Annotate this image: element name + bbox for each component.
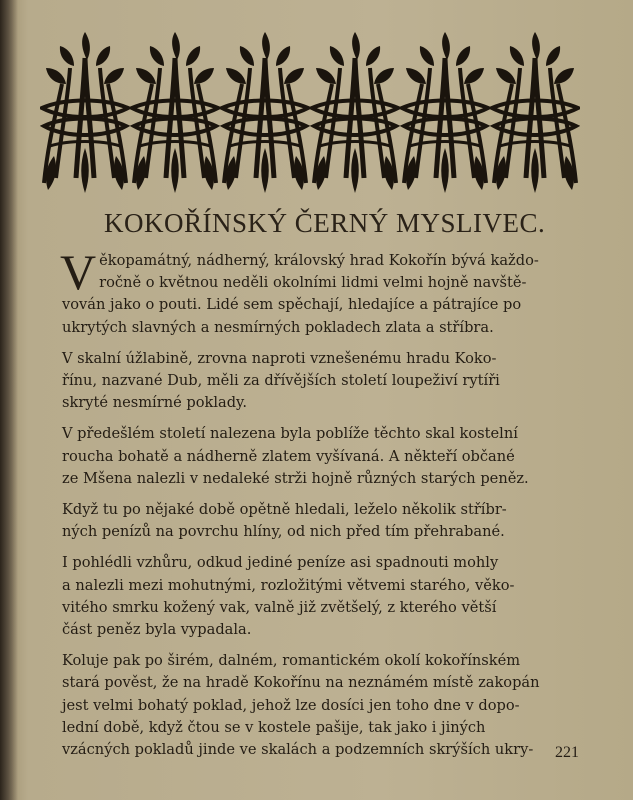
- text-line: vzácných pokladů jinde ve skalách a podzemních skrýších ukry-: [62, 741, 534, 759]
- text-line: Koluje pak po širém, dalném, romantickém okolí kokořínském: [62, 652, 521, 670]
- text-line: Když tu po nějaké době opětně hledali, leželo několik stříbr-: [62, 501, 507, 519]
- paragraph-3: [62, 423, 582, 490]
- text-line: vován jako o pouti. Lidé sem spěchají, hledajíce a pátrajíce po: [62, 296, 522, 314]
- paragraph-1: [60, 244, 582, 339]
- paragraph-6: [62, 650, 582, 761]
- paragraph-2: [62, 348, 582, 415]
- paragraph-5: [62, 552, 582, 641]
- text-line: skryté nesmírné poklady.: [62, 394, 248, 412]
- text-line: lední době, když čtou se v kostele pašije, tak jako i jiných: [62, 718, 486, 736]
- text-line: ukrytých slavných a nesmírných pokladech zlata a stříbra.: [62, 318, 494, 336]
- text-line: a nalezli mezi mohutnými, rozložitými větvemi starého, věko-: [62, 576, 515, 594]
- text-line: vitého smrku kožený vak, valně již zvětšelý, z kterého větší: [62, 598, 497, 616]
- floral-ornament-header: [40, 28, 580, 198]
- text-line: ných penízů na povrchu hlíny, od nich před tím přehrabané.: [62, 523, 505, 541]
- text-line: ěkopamátný, nádherný, královský hrad Kokořín bývá každo-: [99, 252, 539, 269]
- text-line: jest velmi bohatý poklad, jehož lze dosíci jen toho dne v dopo-: [62, 696, 520, 714]
- text-line: V předešlém století nalezena byla poblíže těchto skal kostelní: [62, 425, 518, 443]
- text-line: roucha bohatě a nádherně zlatem vyšívaná. A někteří občané: [62, 447, 515, 465]
- page-number: 221: [555, 744, 579, 761]
- text-line: ze Mšena nalezli v nedaleké strži hojně různých starých peněz.: [62, 469, 529, 487]
- body-text: [60, 244, 582, 770]
- chapter-title: KOKOŘÍNSKÝ ČERNÝ MYSLIVEC.: [104, 208, 546, 238]
- text-line: V skalní úžlabině, zrovna naproti vznešenému hradu Koko-: [62, 349, 497, 367]
- text-line: stará pověst, že na hradě Kokořínu na neznámém místě zakopán: [62, 674, 540, 692]
- text-line: řínu, nazvané Dub, měli za dřívějších století loupeživí rytíři: [62, 372, 500, 390]
- text-line: I pohlédli vzhůru, odkud jediné peníze asi spadnouti mohly: [62, 554, 499, 572]
- text-line: část peněz byla vypadala.: [62, 621, 252, 639]
- paragraph-4: [62, 499, 582, 543]
- book-gutter: [0, 0, 18, 800]
- text-line: ročně o květnou neděli okolními lidmi velmi hojně navště-: [99, 274, 527, 292]
- drop-cap: V: [60, 244, 97, 300]
